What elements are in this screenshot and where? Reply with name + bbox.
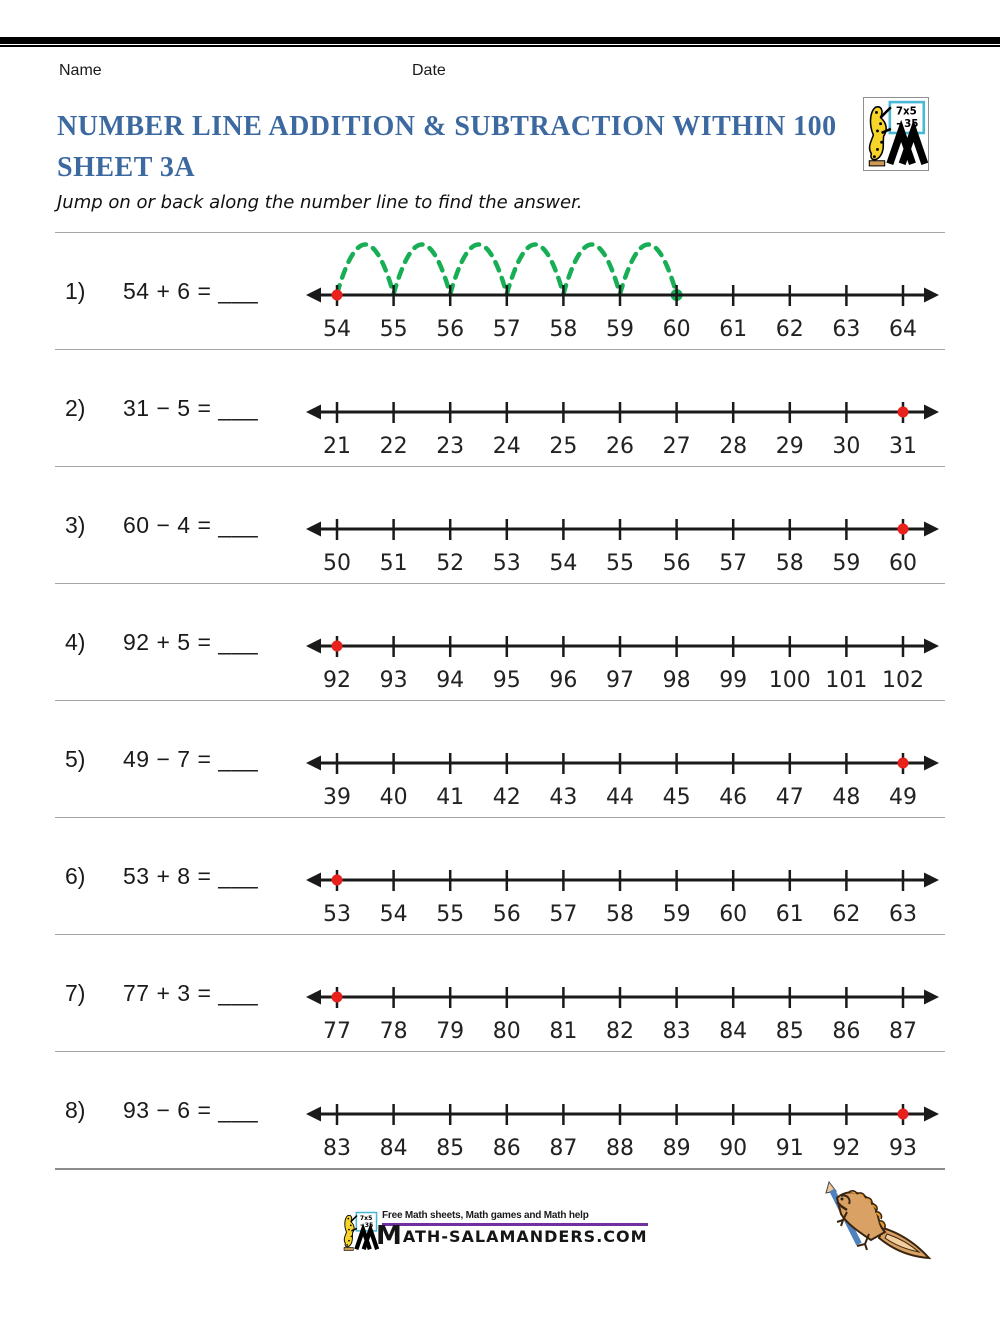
svg-text:- 35: - 35	[896, 117, 919, 130]
tick-label: 87	[549, 1135, 578, 1161]
left-arrow	[306, 638, 321, 653]
tick-label: 60	[662, 316, 691, 342]
tick-label: 97	[606, 667, 634, 693]
tick-label: 56	[436, 316, 465, 342]
tick-label: 56	[662, 550, 691, 576]
tick-label: 90	[719, 1135, 748, 1161]
tick-label: 80	[492, 1018, 521, 1044]
tick-label: 26	[606, 433, 634, 459]
tick-label: 82	[606, 1018, 634, 1044]
left-arrow	[306, 404, 321, 419]
tick-label: 92	[832, 1135, 861, 1161]
right-arrow	[924, 1106, 939, 1121]
tick-label: 28	[719, 433, 748, 459]
tick-label: 29	[775, 433, 804, 459]
right-arrow	[924, 287, 939, 302]
footer-tagline: Free Math sheets, Math games and Math help	[382, 1210, 589, 1221]
problem-equation: 92 + 5 = ___	[123, 628, 259, 655]
footer	[55, 1170, 945, 1295]
date-label: Date	[412, 62, 446, 79]
right-arrow	[924, 521, 939, 536]
footer-logo-icon	[341, 1210, 379, 1258]
number-line	[300, 818, 945, 935]
problem-number: 2)	[65, 394, 86, 421]
left-arrow	[306, 521, 321, 536]
tick-label: 93	[379, 667, 408, 693]
svg-text:7x5: 7x5	[895, 105, 917, 118]
footer-brand	[341, 1210, 648, 1258]
problem-number: 3)	[65, 511, 86, 538]
problem-equation: 93 − 6 = ___	[123, 1096, 259, 1123]
tick-label: 54	[549, 550, 578, 576]
tick-label: 89	[662, 1135, 691, 1161]
start-marker-dot	[332, 289, 343, 300]
tick-label: 61	[719, 316, 748, 342]
tick-label: 63	[889, 901, 917, 927]
page-title	[57, 106, 943, 188]
tick-label: 57	[492, 316, 521, 342]
number-line	[300, 701, 945, 818]
tick-label: 79	[436, 1018, 465, 1044]
problem-row	[55, 583, 945, 700]
left-arrow	[306, 755, 321, 770]
left-arrow	[306, 287, 321, 302]
tick-label: 45	[662, 784, 691, 810]
problems	[55, 232, 945, 1170]
tick-label: 57	[549, 901, 578, 927]
problem-row	[55, 1051, 945, 1168]
problem-row	[55, 466, 945, 583]
problem-equation: 53 + 8 = ___	[123, 862, 259, 889]
tick-label: 98	[662, 667, 691, 693]
jump-arc	[507, 244, 564, 294]
tick-label: 92	[323, 667, 351, 693]
tick-label: 59	[606, 316, 634, 342]
problem-equation: 60 − 4 = ___	[123, 511, 259, 538]
start-marker-dot	[332, 874, 343, 885]
tick-label: 100	[768, 667, 811, 693]
footer-site-name: MATH-SALAMANDERS.COM	[376, 1221, 648, 1251]
tick-label: 52	[436, 550, 465, 576]
problem-equation: 31 − 5 = ___	[123, 394, 259, 421]
svg-text:7x5: 7x5	[359, 1214, 373, 1222]
tick-label: 58	[775, 550, 804, 576]
tick-label: 24	[492, 433, 521, 459]
salamander-whiteboard-icon	[864, 98, 928, 170]
right-arrow	[924, 872, 939, 887]
problem-row	[55, 349, 945, 466]
number-line	[300, 584, 945, 701]
svg-text:- 35: - 35	[360, 1222, 374, 1230]
tick-label: 23	[436, 433, 465, 459]
tick-label: 91	[775, 1135, 804, 1161]
start-marker-dot	[332, 640, 343, 651]
tick-label: 40	[379, 784, 408, 810]
tick-label: 57	[719, 550, 748, 576]
tick-label: 87	[889, 1018, 917, 1044]
start-marker-dot	[898, 523, 909, 534]
tick-label: 59	[832, 550, 861, 576]
tick-label: 84	[379, 1135, 408, 1161]
tick-label: 43	[549, 784, 578, 810]
left-arrow	[306, 872, 321, 887]
tick-label: 93	[889, 1135, 917, 1161]
number-line	[300, 350, 945, 467]
tick-label: 63	[832, 316, 861, 342]
tick-label: 46	[719, 784, 748, 810]
name-label: Name	[59, 62, 102, 79]
right-arrow	[924, 989, 939, 1004]
problem-equation: 49 − 7 = ___	[123, 745, 259, 772]
jump-arc	[450, 244, 507, 294]
start-marker-dot	[898, 1108, 909, 1119]
problem-number: 6)	[65, 862, 86, 889]
tick-label: 62	[832, 901, 861, 927]
jump-arc	[337, 244, 394, 294]
jump-arc	[620, 244, 677, 294]
footer-rule	[382, 1223, 648, 1226]
tick-label: 86	[832, 1018, 861, 1044]
tick-label: 84	[719, 1018, 748, 1044]
tick-label: 60	[889, 550, 917, 576]
salamander-mascot-icon	[807, 1178, 942, 1275]
tick-label: 95	[492, 667, 521, 693]
problem-row	[55, 817, 945, 934]
tick-label: 41	[436, 784, 465, 810]
problem-number: 8)	[65, 1096, 86, 1123]
instruction-text: Jump on or back along the number line to find the answer.	[57, 192, 583, 213]
jump-arc	[563, 244, 620, 294]
tick-label: 22	[379, 433, 408, 459]
tick-label: 88	[606, 1135, 634, 1161]
problem-number: 4)	[65, 628, 86, 655]
tick-label: 53	[492, 550, 521, 576]
right-arrow	[924, 404, 939, 419]
salamander-whiteboard-icon	[341, 1210, 379, 1253]
tick-label: 58	[606, 901, 634, 927]
problem-number: 7)	[65, 979, 86, 1006]
tick-label: 44	[606, 784, 634, 810]
tick-label: 77	[323, 1018, 351, 1044]
salamander-pencil-icon	[807, 1178, 942, 1270]
tick-label: 62	[775, 316, 804, 342]
tick-label: 31	[889, 433, 917, 459]
number-line	[300, 467, 945, 584]
start-marker-dot	[898, 406, 909, 417]
tick-label: 102	[882, 667, 924, 693]
tick-label: 96	[549, 667, 578, 693]
tick-label: 39	[323, 784, 351, 810]
page-title-line2: SHEET 3A	[57, 152, 196, 183]
tick-label: 30	[832, 433, 861, 459]
right-arrow	[924, 638, 939, 653]
header	[57, 62, 943, 86]
tick-label: 94	[436, 667, 465, 693]
tick-label: 83	[323, 1135, 351, 1161]
right-arrow	[924, 755, 939, 770]
tick-label: 51	[379, 550, 408, 576]
problem-equation: 54 + 6 = ___	[123, 277, 259, 304]
tick-label: 101	[825, 667, 868, 693]
tick-label: 55	[606, 550, 634, 576]
problem-row	[55, 934, 945, 1051]
number-line	[300, 1052, 945, 1169]
left-arrow	[306, 1106, 321, 1121]
tick-label: 55	[436, 901, 465, 927]
tick-label: 54	[323, 316, 351, 342]
left-arrow	[306, 989, 321, 1004]
tick-label: 49	[889, 784, 917, 810]
tick-label: 86	[492, 1135, 521, 1161]
tick-label: 55	[379, 316, 408, 342]
start-marker-dot	[898, 757, 909, 768]
tick-label: 85	[775, 1018, 804, 1044]
tick-label: 99	[719, 667, 748, 693]
math-salamanders-logo	[863, 97, 929, 171]
tick-label: 61	[775, 901, 804, 927]
tick-label: 59	[662, 901, 691, 927]
tick-label: 50	[323, 550, 351, 576]
jump-arc	[394, 244, 451, 294]
top-double-rule	[0, 37, 1000, 47]
problem-number: 5)	[65, 745, 86, 772]
tick-label: 58	[549, 316, 578, 342]
tick-label: 27	[662, 433, 691, 459]
problem-equation: 77 + 3 = ___	[123, 979, 259, 1006]
tick-label: 42	[492, 784, 521, 810]
page-title-line1: NUMBER LINE ADDITION & SUBTRACTION WITHIN 100	[57, 111, 837, 142]
tick-label: 47	[775, 784, 804, 810]
problem-number: 1)	[65, 277, 86, 304]
tick-label: 78	[379, 1018, 408, 1044]
tick-label: 64	[889, 316, 917, 342]
problem-row	[55, 700, 945, 817]
tick-label: 83	[662, 1018, 691, 1044]
tick-label: 48	[832, 784, 861, 810]
problem-row	[55, 232, 945, 349]
tick-label: 25	[549, 433, 578, 459]
tick-label: 54	[379, 901, 408, 927]
number-line	[300, 935, 945, 1052]
tick-label: 56	[492, 901, 521, 927]
tick-label: 60	[719, 901, 748, 927]
tick-label: 85	[436, 1135, 465, 1161]
start-marker-dot	[332, 991, 343, 1002]
tick-label: 53	[323, 901, 351, 927]
tick-label: 81	[549, 1018, 578, 1044]
number-line	[300, 233, 945, 350]
tick-label: 21	[323, 433, 351, 459]
